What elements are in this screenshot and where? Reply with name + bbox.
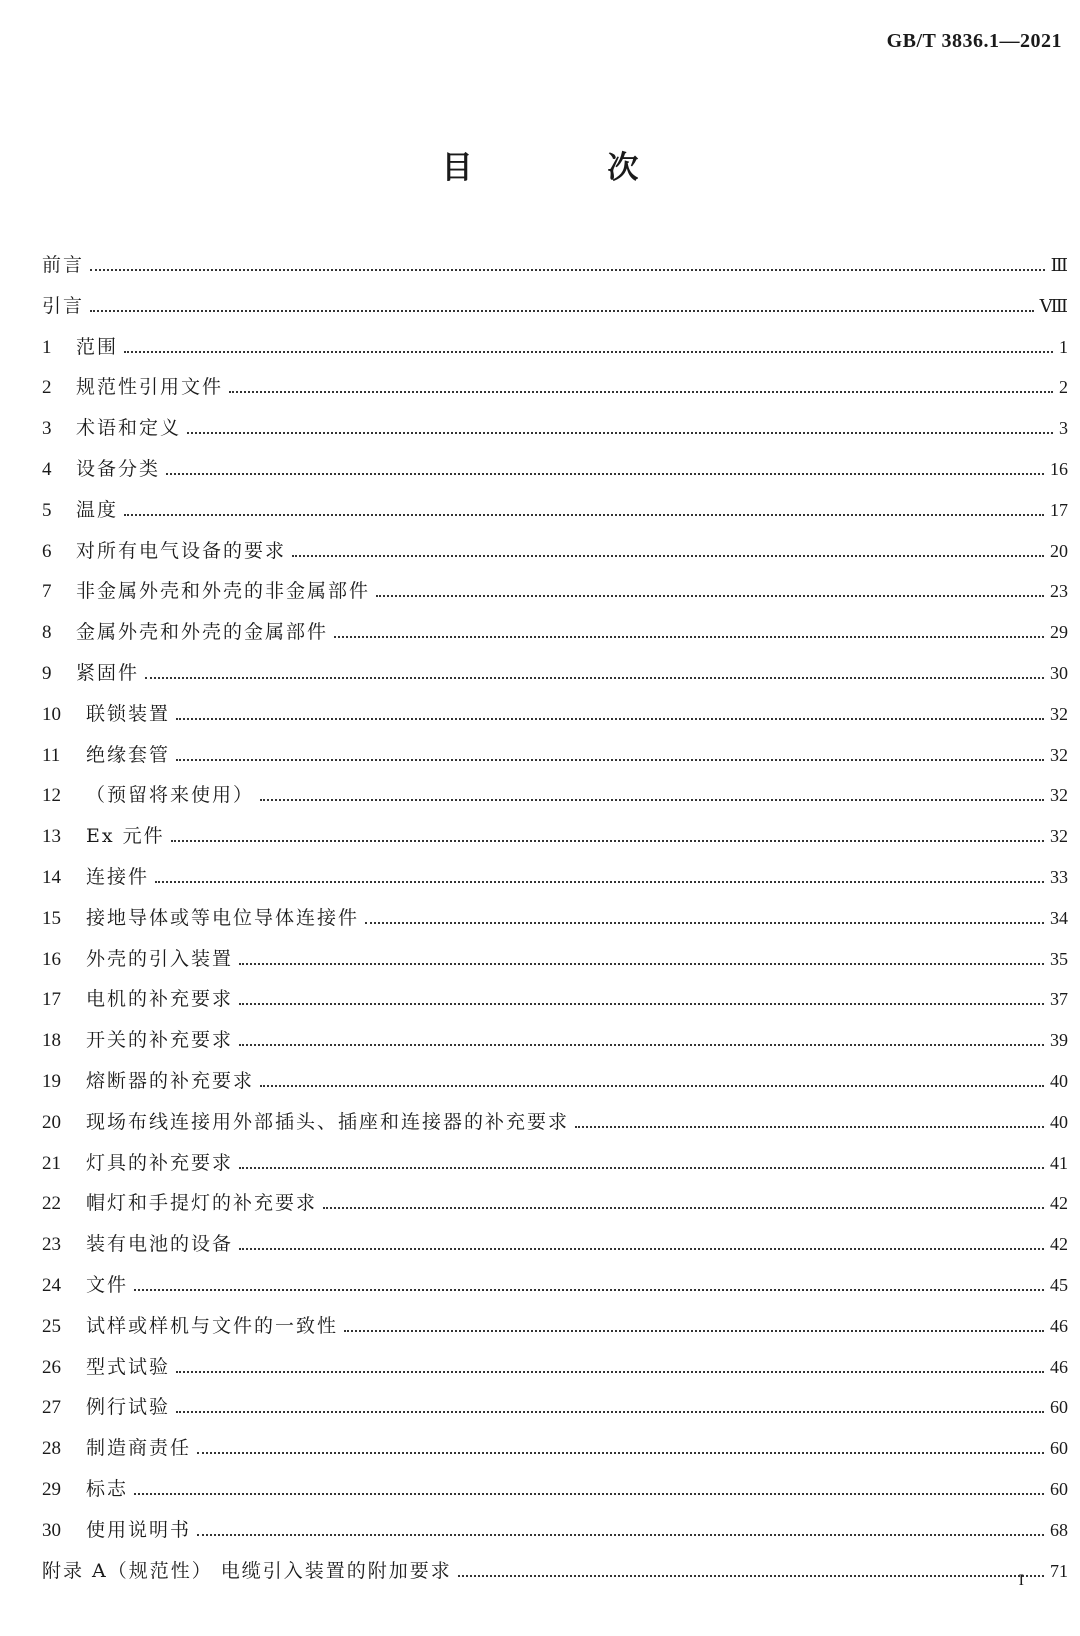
toc-leader-dots xyxy=(197,1452,1044,1454)
toc-entry-title: 试样或样机与文件的一致性 xyxy=(86,1314,339,1337)
toc-entry-number: 11 xyxy=(42,744,61,766)
toc-entry-page: 41 xyxy=(1050,1152,1068,1173)
toc-entry[interactable] xyxy=(42,576,1068,617)
toc-entry-page: 30 xyxy=(1050,662,1068,683)
toc-entry-title: 帽灯和手提灯的补充要求 xyxy=(86,1192,318,1215)
toc-entry-page: 60 xyxy=(1050,1397,1068,1418)
toc-entry-title: 金属外壳和外壳的金属部件 xyxy=(76,621,329,644)
toc-leader-dots xyxy=(124,351,1053,353)
toc-entry-title: 绝缘套管 xyxy=(86,743,171,766)
toc-leader-dots xyxy=(365,922,1044,924)
toc-entry-number: 10 xyxy=(42,703,61,725)
toc-entry-title: 装有电池的设备 xyxy=(86,1233,234,1256)
toc-leader-dots xyxy=(239,1167,1044,1169)
toc-leader-dots xyxy=(134,1493,1044,1495)
toc-entry-number: 28 xyxy=(42,1438,61,1460)
toc-entry-title: 文件 xyxy=(86,1273,129,1296)
toc-entry-number: 15 xyxy=(42,907,61,929)
toc-entry-title: 紧固件 xyxy=(76,661,140,684)
table-of-contents xyxy=(42,250,1068,1596)
toc-entry-page: 2 xyxy=(1059,377,1068,398)
toc-entry-number: 7 xyxy=(42,581,52,603)
toc-entry-number: 24 xyxy=(42,1274,61,1296)
toc-entry[interactable] xyxy=(42,495,1068,536)
toc-entry-page: 20 xyxy=(1050,540,1068,561)
toc-entry[interactable] xyxy=(42,903,1068,944)
toc-leader-dots xyxy=(90,269,1045,271)
toc-entry-page: 32 xyxy=(1050,785,1068,806)
toc-entry[interactable] xyxy=(42,1229,1068,1270)
toc-entry[interactable] xyxy=(42,1515,1068,1556)
toc-leader-dots xyxy=(176,759,1044,761)
toc-entry[interactable] xyxy=(42,1311,1068,1352)
toc-entry-page: 39 xyxy=(1050,1030,1068,1051)
toc-entry-number: 6 xyxy=(42,540,52,562)
toc-entry-page: 46 xyxy=(1050,1356,1068,1377)
toc-entry-page: 23 xyxy=(1050,581,1068,602)
toc-entry[interactable] xyxy=(42,1025,1068,1066)
toc-leader-dots xyxy=(134,1289,1044,1291)
toc-leader-dots xyxy=(166,473,1044,475)
toc-entry-title: 连接件 xyxy=(86,865,150,888)
toc-entry[interactable] xyxy=(42,1107,1068,1148)
toc-entry-title: 温度 xyxy=(76,498,119,521)
toc-leader-dots xyxy=(155,881,1044,883)
toc-entry-title: 范围 xyxy=(76,335,119,358)
toc-entry-page: 71 xyxy=(1050,1560,1068,1581)
toc-entry[interactable] xyxy=(42,1270,1068,1311)
toc-leader-dots xyxy=(260,1085,1044,1087)
toc-leader-dots xyxy=(334,636,1044,638)
toc-entry-title: 标志 xyxy=(86,1477,129,1500)
toc-leader-dots xyxy=(376,595,1044,597)
toc-entry[interactable] xyxy=(42,699,1068,740)
toc-entry-title: 开关的补充要求 xyxy=(86,1029,234,1052)
toc-entry[interactable] xyxy=(42,780,1068,821)
toc-leader-dots xyxy=(260,799,1044,801)
toc-entry-number: 23 xyxy=(42,1234,61,1256)
toc-entry-number: 19 xyxy=(42,1070,61,1092)
toc-entry-page: 40 xyxy=(1050,1111,1068,1132)
toc-entry-number: 5 xyxy=(42,499,52,521)
toc-entry[interactable] xyxy=(42,1392,1068,1433)
toc-entry[interactable] xyxy=(42,617,1068,658)
toc-entry[interactable] xyxy=(42,984,1068,1025)
toc-entry-page: 16 xyxy=(1050,458,1068,479)
toc-entry-page: 32 xyxy=(1050,826,1068,847)
toc-leader-dots xyxy=(344,1330,1044,1332)
toc-leader-dots xyxy=(239,1248,1044,1250)
toc-entry-number: 21 xyxy=(42,1152,61,1174)
toc-entry-page: 60 xyxy=(1050,1478,1068,1499)
toc-leader-dots xyxy=(239,1003,1044,1005)
toc-entry-title: 灯具的补充要求 xyxy=(86,1151,234,1174)
toc-entry-number: 30 xyxy=(42,1519,61,1541)
toc-leader-dots xyxy=(176,1371,1044,1373)
page-number: I xyxy=(1018,1572,1024,1589)
toc-leader-dots xyxy=(145,677,1044,679)
toc-leader-dots xyxy=(229,391,1053,393)
toc-entry-title: 外壳的引入装置 xyxy=(86,947,234,970)
toc-entry-page: 32 xyxy=(1050,744,1068,765)
toc-entry-number: 17 xyxy=(42,989,61,1011)
toc-entry[interactable] xyxy=(42,1148,1068,1189)
toc-entry-title: 设备分类 xyxy=(76,457,161,480)
toc-entry-title: 使用说明书 xyxy=(86,1518,192,1541)
toc-leader-dots xyxy=(90,310,1034,312)
toc-entry-title: 前言 xyxy=(42,254,85,276)
toc-entry-number: 22 xyxy=(42,1193,61,1215)
toc-entry[interactable] xyxy=(42,250,1068,291)
toc-leader-dots xyxy=(187,432,1053,434)
toc-leader-dots xyxy=(176,718,1044,720)
toc-entry-page: 68 xyxy=(1050,1519,1068,1540)
toc-entry[interactable] xyxy=(42,944,1068,985)
toc-entry[interactable] xyxy=(42,658,1068,699)
toc-entry[interactable] xyxy=(42,454,1068,495)
toc-leader-dots xyxy=(239,963,1044,965)
toc-entry[interactable] xyxy=(42,291,1068,332)
toc-entry-title: 制造商责任 xyxy=(86,1437,192,1460)
toc-entry-page: 1 xyxy=(1059,336,1068,357)
toc-entry-page: 34 xyxy=(1050,907,1068,928)
toc-entry-number: 3 xyxy=(42,418,52,440)
toc-entry-page: 3 xyxy=(1059,418,1068,439)
toc-entry-page: 33 xyxy=(1050,866,1068,887)
toc-leader-dots xyxy=(458,1575,1044,1577)
toc-entry-number: 9 xyxy=(42,662,52,684)
toc-entry[interactable] xyxy=(42,821,1068,862)
toc-entry-title: 对所有电气设备的要求 xyxy=(76,539,287,562)
toc-entry-page: 60 xyxy=(1050,1438,1068,1459)
toc-entry-page: 40 xyxy=(1050,1070,1068,1091)
toc-entry-title: 熔断器的补充要求 xyxy=(86,1069,255,1092)
toc-entry-title: 现场布线连接用外部插头、插座和连接器的补充要求 xyxy=(86,1110,570,1133)
toc-leader-dots xyxy=(239,1044,1044,1046)
toc-entry-page: Ⅲ xyxy=(1050,255,1068,275)
toc-entry-number: 25 xyxy=(42,1315,61,1337)
toc-entry[interactable] xyxy=(42,536,1068,577)
toc-leader-dots xyxy=(124,514,1044,516)
toc-entry[interactable] xyxy=(42,1556,1068,1597)
toc-entry-title: 接地导体或等电位导体连接件 xyxy=(86,906,360,929)
toc-entry-page: 45 xyxy=(1050,1274,1068,1295)
toc-entry-title: 联锁装置 xyxy=(86,702,171,725)
toc-entry-title: 型式试验 xyxy=(86,1355,171,1378)
toc-entry-title: 规范性引用文件 xyxy=(76,376,224,399)
toc-entry-title: 术语和定义 xyxy=(76,417,182,440)
toc-entry-number: 16 xyxy=(42,948,61,970)
standard-code: GB/T 3836.1—2021 xyxy=(886,30,1062,52)
toc-entry-title: （预留将来使用） xyxy=(86,784,255,807)
toc-entry[interactable] xyxy=(42,1066,1068,1107)
toc-leader-dots xyxy=(176,1411,1044,1413)
toc-entry-title: 附录 A（规范性） 电缆引入装置的附加要求 xyxy=(42,1559,452,1582)
toc-entry-number: 14 xyxy=(42,866,61,888)
toc-leader-dots xyxy=(292,555,1044,557)
toc-entry-number: 26 xyxy=(42,1356,61,1378)
toc-entry-number: 8 xyxy=(42,622,52,644)
toc-entry[interactable] xyxy=(42,740,1068,781)
toc-entry-page: Ⅷ xyxy=(1039,295,1068,316)
toc-entry-number: 1 xyxy=(42,336,52,358)
toc-entry-number: 4 xyxy=(42,458,52,480)
toc-entry[interactable] xyxy=(42,1433,1068,1474)
toc-entry-number: 12 xyxy=(42,785,61,807)
toc-leader-dots xyxy=(171,840,1044,842)
toc-leader-dots xyxy=(323,1207,1044,1209)
toc-entry-title: Ex 元件 xyxy=(86,825,165,848)
toc-leader-dots xyxy=(197,1534,1044,1536)
toc-entry[interactable] xyxy=(42,1474,1068,1515)
toc-entry-title: 引言 xyxy=(42,294,85,317)
toc-entry-title: 非金属外壳和外壳的非金属部件 xyxy=(76,580,371,603)
toc-entry-page: 46 xyxy=(1050,1315,1068,1336)
toc-entry[interactable] xyxy=(42,862,1068,903)
toc-entry-page: 42 xyxy=(1050,1193,1068,1214)
toc-entry-number: 13 xyxy=(42,826,61,848)
toc-entry-page: 17 xyxy=(1050,499,1068,520)
toc-entry-number: 2 xyxy=(42,377,52,399)
toc-entry-page: 42 xyxy=(1050,1234,1068,1255)
toc-entry-title: 电机的补充要求 xyxy=(86,988,234,1011)
toc-entry[interactable] xyxy=(42,332,1068,373)
toc-entry-title: 例行试验 xyxy=(86,1396,171,1419)
toc-entry-number: 29 xyxy=(42,1478,61,1500)
toc-entry[interactable] xyxy=(42,1352,1068,1393)
toc-entry[interactable] xyxy=(42,1188,1068,1229)
toc-entry[interactable] xyxy=(42,372,1068,413)
toc-entry-page: 29 xyxy=(1050,622,1068,643)
toc-entry-number: 27 xyxy=(42,1397,61,1419)
toc-entry-page: 35 xyxy=(1050,948,1068,969)
toc-entry-page: 37 xyxy=(1050,989,1068,1010)
toc-entry-number: 18 xyxy=(42,1030,61,1052)
page-title: 目 次 xyxy=(441,150,701,186)
toc-entry[interactable] xyxy=(42,413,1068,454)
toc-entry-page: 32 xyxy=(1050,703,1068,724)
toc-entry-number: 20 xyxy=(42,1111,61,1133)
toc-leader-dots xyxy=(575,1126,1044,1128)
